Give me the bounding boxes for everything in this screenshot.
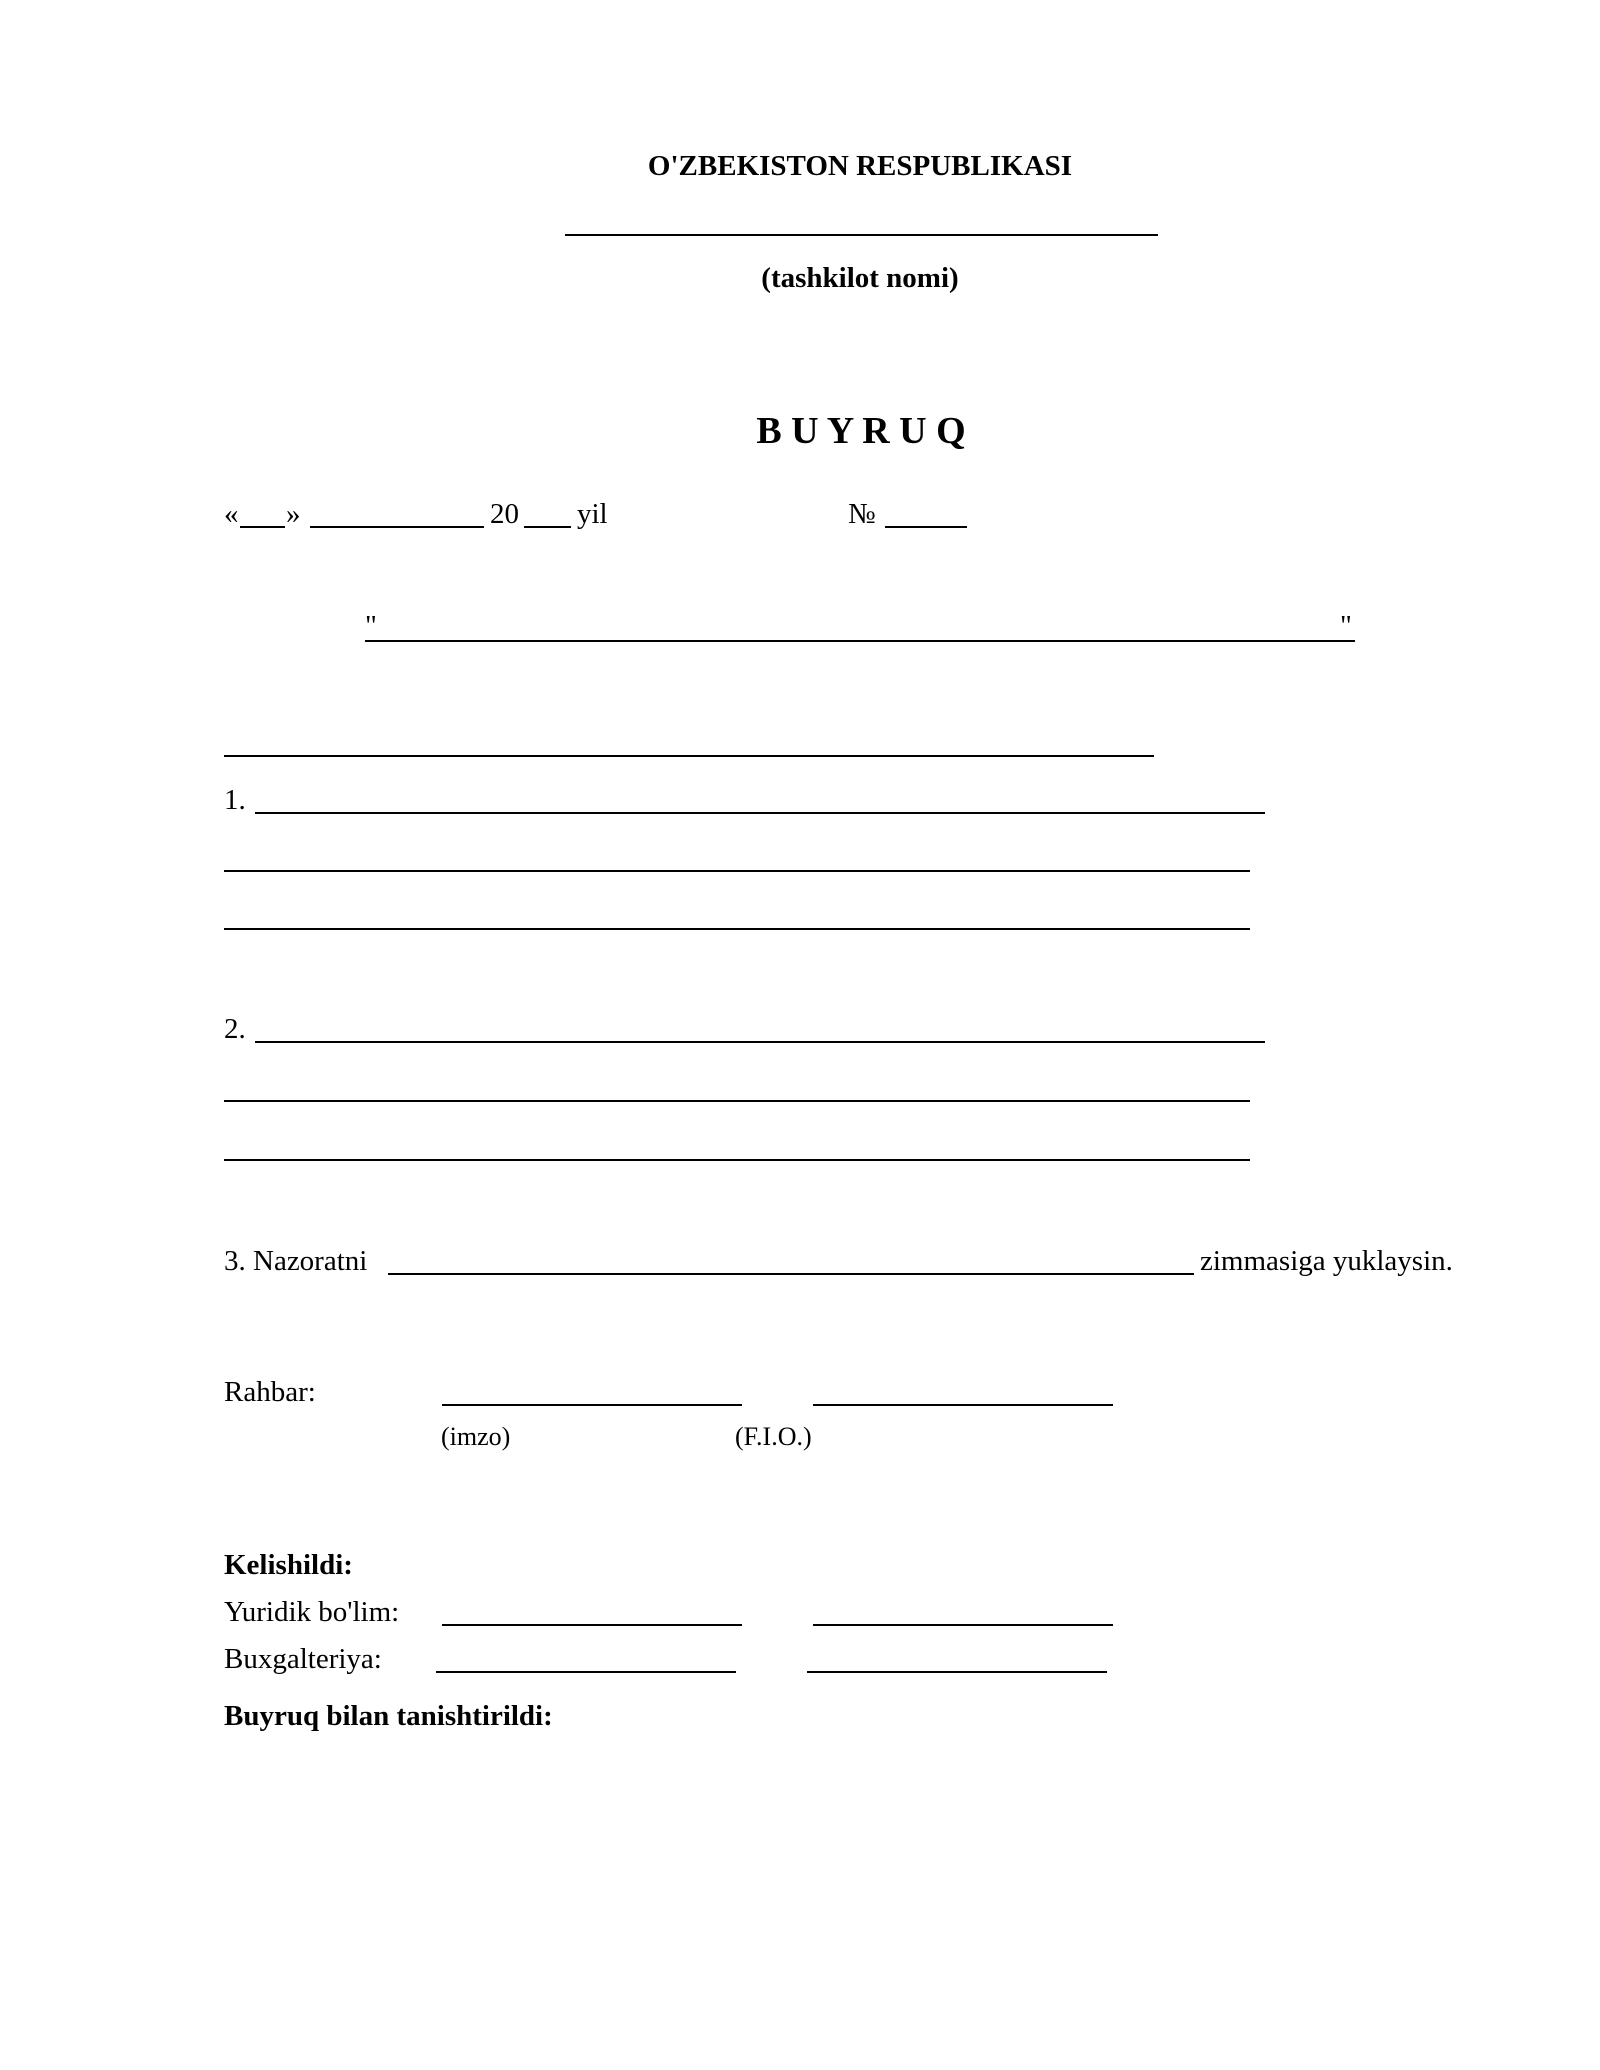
org-name-caption: (tashkilot nomi): [761, 262, 959, 294]
director-signature-field[interactable]: [442, 1404, 742, 1406]
control-person-field[interactable]: [388, 1273, 1194, 1275]
legal-department-label: Yuridik bo'lim:: [224, 1596, 400, 1628]
signature-caption: (imzo): [441, 1422, 511, 1451]
control-prefix: 3. Nazoratni: [224, 1245, 368, 1277]
item-2-field-line-3[interactable]: [224, 1159, 1250, 1161]
item-2-field-line-2[interactable]: [224, 1100, 1250, 1102]
date-close-quote: »: [286, 498, 301, 530]
agreed-heading: Kelishildi:: [224, 1549, 353, 1581]
date-year-label: 20: [490, 498, 519, 530]
acquainted-heading: Buyruq bilan tanishtirildi:: [224, 1700, 553, 1732]
order-number-field[interactable]: [885, 526, 967, 528]
accounting-signature-field[interactable]: [436, 1671, 736, 1673]
legal-signature-field[interactable]: [442, 1624, 742, 1626]
director-name-field[interactable]: [813, 1404, 1113, 1406]
accounting-name-field[interactable]: [807, 1671, 1107, 1673]
director-label: Rahbar:: [224, 1376, 316, 1408]
accounting-label: Buxgalteriya:: [224, 1643, 382, 1675]
item-1-field-line-3[interactable]: [224, 928, 1250, 930]
item-2-field[interactable]: [255, 1041, 1265, 1043]
item-1-field-line-2[interactable]: [224, 870, 1250, 872]
date-year-suffix: yil: [577, 498, 608, 530]
item-2-number: 2.: [224, 1013, 246, 1045]
subject-open-quote: ": [365, 610, 377, 642]
preamble-field[interactable]: [224, 755, 1154, 757]
date-day-field[interactable]: [240, 526, 285, 528]
full-name-caption: (F.I.O.): [735, 1422, 812, 1451]
number-label: №: [848, 498, 876, 530]
republic-heading: O'ZBEKISTON RESPUBLIKASI: [647, 150, 1073, 182]
control-suffix: zimmasiga yuklaysin.: [1200, 1245, 1453, 1277]
document-title: B U Y R U Q: [756, 410, 966, 452]
date-open-quote: «: [224, 498, 239, 530]
legal-name-field[interactable]: [813, 1624, 1113, 1626]
subject-field[interactable]: [365, 640, 1355, 642]
date-year-field[interactable]: [524, 526, 571, 528]
org-name-field[interactable]: [565, 234, 1158, 236]
item-1-field[interactable]: [255, 812, 1265, 814]
subject-close-quote: ": [1340, 610, 1352, 642]
date-month-field[interactable]: [310, 526, 484, 528]
item-1-number: 1.: [224, 784, 246, 816]
